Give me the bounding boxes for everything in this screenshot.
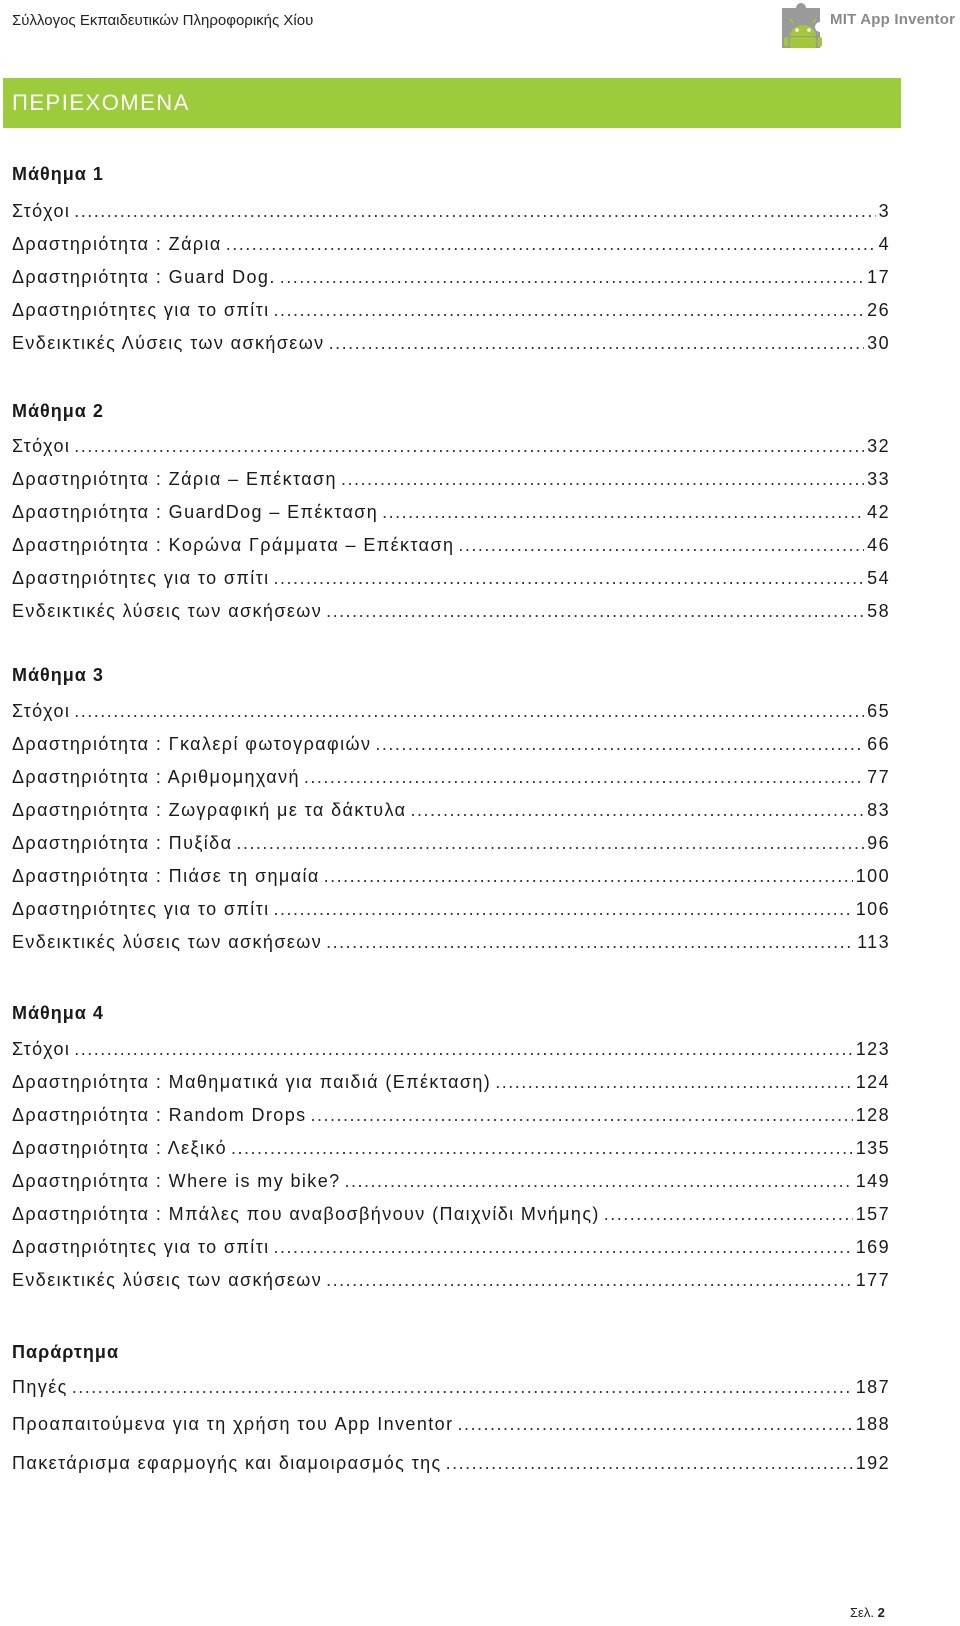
toc-entry[interactable] <box>12 701 890 727</box>
toc-entry-page: 33 <box>867 469 890 489</box>
banner-title: ΠΕΡΙΕΧΟΜΕΝΑ <box>12 90 190 115</box>
toc-entry-page: 100 <box>855 866 890 886</box>
toc-dot-leader <box>375 734 864 755</box>
toc-dot-leader <box>495 1072 853 1093</box>
toc-entry-label: Ενδεικτικές λύσεις των ασκήσεων <box>12 1270 323 1290</box>
toc-entry-page: 169 <box>855 1237 890 1257</box>
toc-dot-leader <box>410 800 864 821</box>
toc-entry-label: Δραστηριότητα : Ζωγραφική με τα δάκτυλα <box>12 800 407 820</box>
toc-dot-leader <box>274 1237 853 1258</box>
toc-entry-page: 30 <box>867 333 890 353</box>
toc-entry-page: 113 <box>857 932 890 952</box>
toc-entry-label: Δραστηριότητα : Πιάσε τη σημαία <box>12 866 320 886</box>
toc-entry-page: 128 <box>855 1105 890 1125</box>
toc-entry-label: Δραστηριότητα : Ζάρια – Επέκταση <box>12 469 337 489</box>
toc-dot-leader <box>345 1171 853 1192</box>
toc-entry[interactable] <box>12 1204 890 1230</box>
toc-entry[interactable] <box>12 502 890 528</box>
toc-dot-leader <box>604 1204 853 1225</box>
toc-entry-label: Δραστηριότητες για το σπίτι <box>12 1237 270 1257</box>
toc-entry-label: Δραστηριότητα : Μπάλες που αναβοσβήνουν (Παιχνίδι Μνήμης) <box>12 1204 600 1224</box>
toc-entry[interactable] <box>12 1171 890 1197</box>
toc-entry[interactable] <box>12 300 890 326</box>
toc-entry[interactable] <box>12 469 890 495</box>
toc-entry-page: 4 <box>878 234 890 254</box>
toc-entry-page: 188 <box>855 1414 890 1434</box>
toc-entry-page: 187 <box>855 1377 890 1397</box>
toc-dot-leader <box>74 701 864 722</box>
toc-entry-page: 83 <box>867 800 890 820</box>
toc-dot-leader <box>326 932 854 953</box>
toc-entry-label: Δραστηριότητες για το σπίτι <box>12 899 270 919</box>
toc-entry-label: Δραστηριότητα : Πυξίδα <box>12 833 233 853</box>
toc-entry-page: 42 <box>867 502 890 522</box>
toc-entry-page: 65 <box>867 701 890 721</box>
contents-banner <box>3 78 901 128</box>
toc-entry[interactable] <box>12 1237 890 1263</box>
toc-entry-label: Δραστηριότητα : Λεξικό <box>12 1138 227 1158</box>
section-title-appendix: Παράρτημα <box>12 1342 120 1362</box>
toc-entry[interactable] <box>12 601 890 627</box>
toc-entry-label: Πακετάρισμα εφαρμογής και διαμοιρασμός της <box>12 1453 442 1473</box>
toc-entry[interactable] <box>12 333 890 359</box>
toc-entry-page: 66 <box>867 734 890 754</box>
footer-page-prefix: Σελ. <box>850 1605 874 1620</box>
toc-dot-leader <box>231 1138 853 1159</box>
toc-entry-label: Δραστηριότητα : Γκαλερί φωτογραφιών <box>12 734 372 754</box>
toc-entry[interactable] <box>12 932 890 958</box>
android-puzzle-icon <box>778 2 828 52</box>
toc-dot-leader <box>74 1039 852 1060</box>
toc-entry-page: 26 <box>867 300 890 320</box>
toc-entry-label: Προαπαιτούμενα για τη χρήση του App Inventor <box>12 1414 454 1434</box>
toc-dot-leader <box>274 568 865 589</box>
toc-entry-label: Δραστηριότητα : GuardDog – Επέκταση <box>12 502 379 522</box>
toc-entry-page: 32 <box>867 436 890 456</box>
toc-dot-leader <box>236 833 864 854</box>
toc-dot-leader <box>311 1105 853 1126</box>
toc-entry-label: Δραστηριότητες για το σπίτι <box>12 300 270 320</box>
toc-entry-label: Πηγές <box>12 1377 68 1397</box>
toc-entry[interactable] <box>12 436 890 462</box>
toc-entry-page: 135 <box>855 1138 890 1158</box>
app-inventor-logo <box>778 2 956 52</box>
toc-entry-page: 54 <box>867 568 890 588</box>
toc-entry-page: 149 <box>855 1171 890 1191</box>
section-title-lesson-2: Μάθημα 2 <box>12 401 104 421</box>
toc-dot-leader <box>324 866 853 887</box>
toc-entry-page: 157 <box>855 1204 890 1224</box>
toc-entry[interactable] <box>12 833 890 859</box>
toc-dot-leader <box>458 535 864 556</box>
toc-entry-label: Δραστηριότητα : Κορώνα Γράμματα – Επέκταση <box>12 535 455 555</box>
toc-dot-leader <box>274 300 865 321</box>
toc-entry-label: Δραστηριότητα : Random Drops <box>12 1105 307 1125</box>
toc-entry-label: Δραστηριότητα : Μαθηματικά για παιδιά (Επέκταση) <box>12 1072 492 1092</box>
toc-dot-leader <box>326 601 864 622</box>
toc-entry-page: 192 <box>855 1453 890 1473</box>
toc-entry[interactable] <box>12 234 890 260</box>
toc-entry-label: Ενδεικτικές λύσεις των ασκήσεων <box>12 601 323 621</box>
footer-page-number <box>850 1605 885 1620</box>
toc-dot-leader <box>341 469 864 490</box>
toc-entry-page: 124 <box>855 1072 890 1092</box>
toc-entry[interactable] <box>12 1138 890 1164</box>
toc-entry-label: Στόχοι <box>12 201 71 221</box>
section-title-lesson-1: Μάθημα 1 <box>12 164 104 184</box>
toc-dot-leader <box>72 1377 853 1398</box>
toc-dot-leader <box>326 1270 853 1291</box>
toc-entry-page: 96 <box>867 833 890 853</box>
toc-entry-page: 123 <box>855 1039 890 1059</box>
toc-dot-leader <box>457 1414 852 1435</box>
toc-entry[interactable] <box>12 267 890 293</box>
toc-dot-leader <box>280 267 864 288</box>
toc-entry[interactable] <box>12 535 890 561</box>
toc-dot-leader <box>74 436 864 457</box>
toc-entry-label: Ενδεικτικές Λύσεις των ασκήσεων <box>12 333 325 353</box>
toc-entry-page: 17 <box>867 267 890 287</box>
toc-entry-label: Στόχοι <box>12 1039 71 1059</box>
toc-entry[interactable] <box>12 201 890 227</box>
toc-entry-label: Στόχοι <box>12 701 71 721</box>
toc-entry-label: Δραστηριότητα : Guard Dog. <box>12 267 276 287</box>
logo-text: MIT App Inventor <box>830 11 956 28</box>
toc-dot-leader <box>274 899 853 920</box>
toc-entry[interactable] <box>12 1105 890 1131</box>
toc-entry-page: 77 <box>867 767 890 787</box>
toc-entry-page: 106 <box>855 899 890 919</box>
toc-dot-leader <box>382 502 864 523</box>
toc-dot-leader <box>329 333 865 354</box>
toc-entry[interactable] <box>12 1039 890 1065</box>
toc-entry-label: Δραστηριότητα : Ζάρια <box>12 234 222 254</box>
toc-entry-page: 177 <box>855 1270 890 1290</box>
toc-entry[interactable] <box>12 734 890 760</box>
toc-entry[interactable] <box>12 1414 890 1440</box>
toc-entry[interactable] <box>12 800 890 826</box>
toc-entry-label: Δραστηριότητα : Where is my bike? <box>12 1171 341 1191</box>
header-organization: Σύλλογος Εκπαιδευτικών Πληροφορικής Χίου <box>12 12 314 29</box>
toc-entry-page: 46 <box>867 535 890 555</box>
toc-dot-leader <box>446 1453 853 1474</box>
toc-entry-label: Ενδεικτικές λύσεις των ασκήσεων <box>12 932 323 952</box>
toc-entry[interactable] <box>12 866 890 892</box>
toc-entry-page: 58 <box>867 601 890 621</box>
toc-entry[interactable] <box>12 1377 890 1403</box>
toc-dot-leader <box>74 201 875 222</box>
toc-entry[interactable] <box>12 1453 890 1479</box>
toc-entry[interactable] <box>12 767 890 793</box>
toc-entry-label: Δραστηριότητες για το σπίτι <box>12 568 270 588</box>
toc-entry-label: Στόχοι <box>12 436 71 456</box>
toc-entry[interactable] <box>12 568 890 594</box>
section-title-lesson-3: Μάθημα 3 <box>12 665 104 685</box>
section-title-lesson-4: Μάθημα 4 <box>12 1003 104 1023</box>
toc-entry-label: Δραστηριότητα : Αριθμομηχανή <box>12 767 300 787</box>
footer-page-value: 2 <box>877 1605 885 1620</box>
toc-entry[interactable] <box>12 1072 890 1098</box>
toc-dot-leader <box>226 234 876 255</box>
toc-entry[interactable] <box>12 899 890 925</box>
toc-entry-page: 3 <box>878 201 890 221</box>
toc-dot-leader <box>304 767 864 788</box>
toc-entry[interactable] <box>12 1270 890 1296</box>
